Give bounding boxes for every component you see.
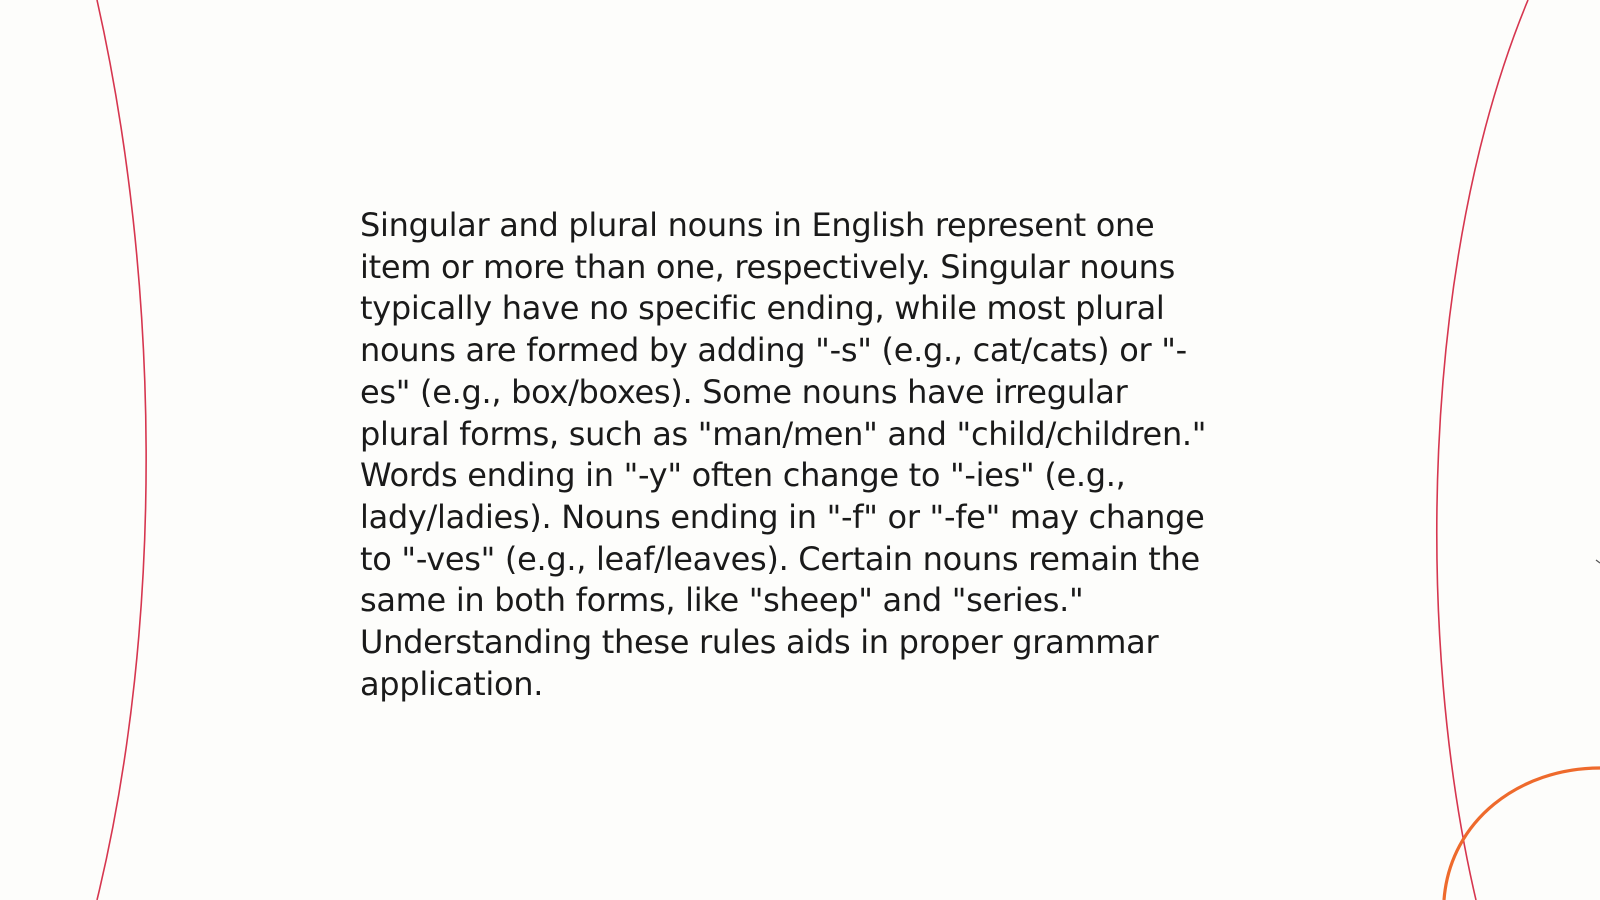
text-line: nouns are formed by adding "-s" (e.g., cat/cats) or "- [360,331,1187,370]
text-line: item or more than one, respectively. Singular nouns [360,247,1175,286]
orange-arc [1444,768,1600,900]
left-curve-line [97,0,146,900]
text-line: Singular and plural nouns in English represent one [360,206,1155,244]
text-line: plural forms, such as "man/men" and "child/children." [360,414,1207,453]
text-line: Words ending in "-y" often change to "-ies" (e.g., [360,456,1126,495]
text-line: same in both forms, like "sheep" and "series." [360,581,1084,620]
text-line: to "-ves" (e.g., leaf/leaves). Certain nouns remain the [360,539,1200,578]
text-line: lady/ladies). Nouns ending in "-f" or "-fe" may change [360,497,1205,536]
text-line: application. [360,664,544,703]
right-edge-mark [1596,560,1600,563]
right-curve-line [1437,0,1528,900]
text-line: Understanding these rules aids in proper grammar [360,623,1159,662]
text-line: typically have no specific ending, while most plural [360,289,1165,328]
text-line: es" (e.g., box/boxes). Some nouns have irregular [360,372,1128,411]
body-paragraph [360,205,1240,705]
